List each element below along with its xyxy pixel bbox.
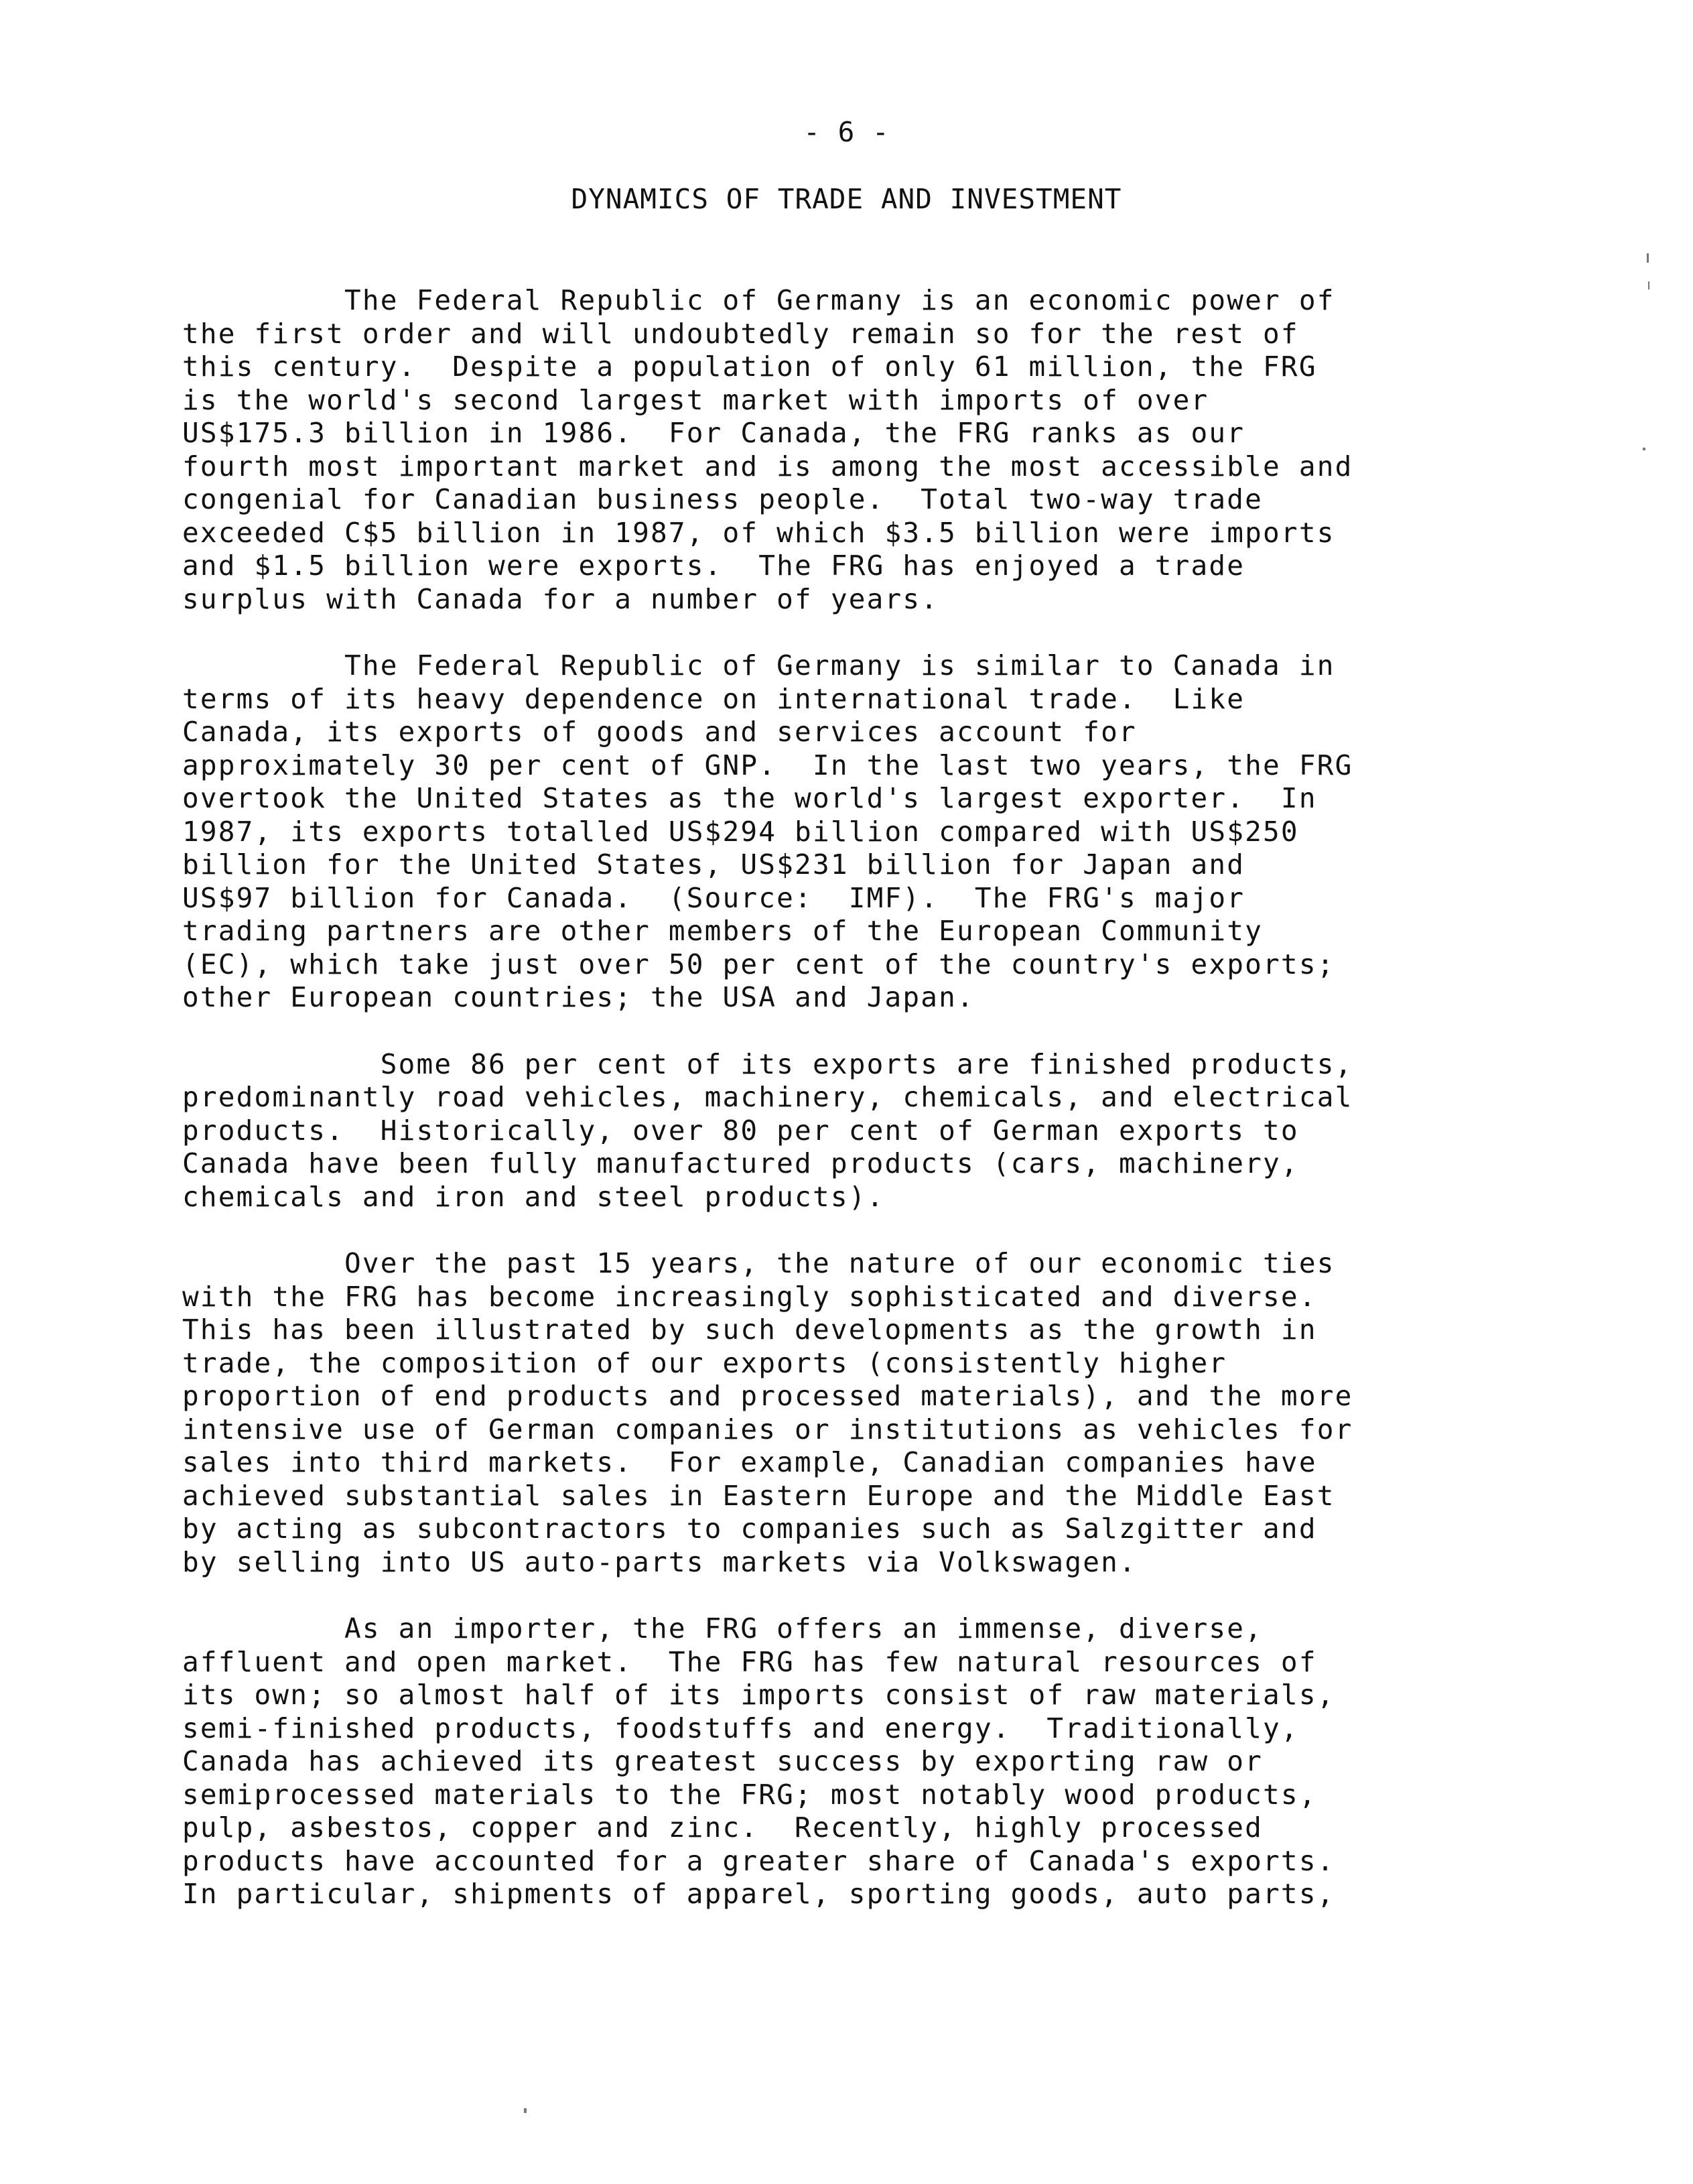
text-line: chemicals and iron and steel products).: [182, 1180, 885, 1213]
text-line: semiprocessed materials to the FRG; most notably wood products,: [182, 1778, 1317, 1811]
text-line: Canada has achieved its greatest success by exporting raw or: [182, 1745, 1264, 1777]
scan-speck: [1647, 253, 1649, 263]
text-line: billion for the United States, US$231 billion for Japan and: [182, 848, 1245, 881]
text-line: achieved substantial sales in Eastern Europe and the Middle East: [182, 1479, 1335, 1512]
text-line: In particular, shipments of apparel, sporting goods, auto parts,: [182, 1878, 1335, 1910]
text-line: and $1.5 billion were exports. The FRG has enjoyed a trade: [182, 550, 1245, 582]
text-line: congenial for Canadian business people. Total two-way trade: [182, 483, 1264, 515]
text-line: (EC), which take just over 50 per cent of the country's exports;: [182, 948, 1335, 980]
text-line: overtook the United States as the world's largest exporter. In: [182, 782, 1317, 814]
paragraph-3: [182, 1048, 1536, 1214]
text-line: intensive use of German companies or institutions as vehicles for: [182, 1413, 1353, 1446]
text-line: with the FRG has become increasingly sophisticated and diverse.: [182, 1280, 1317, 1313]
text-line: Over the past 15 years, the nature of our economic ties: [182, 1247, 1335, 1279]
paragraph-4: [182, 1247, 1536, 1579]
text-line: this century. Despite a population of only 61 million, the FRG: [182, 350, 1317, 383]
text-line: Canada, its exports of goods and services account for: [182, 716, 1137, 748]
text-line: by selling into US auto-parts markets via Volkswagen.: [182, 1545, 1137, 1578]
text-line: other European countries; the USA and Japan.: [182, 981, 975, 1013]
text-line: the first order and will undoubtedly remain so for the rest of: [182, 317, 1299, 350]
section-title: DYNAMICS OF TRADE AND INVESTMENT: [571, 183, 1122, 215]
text-line: The Federal Republic of Germany is an economic power of: [182, 284, 1335, 316]
text-line: proportion of end products and processed materials), and the more: [182, 1380, 1353, 1412]
text-line: Canada have been fully manufactured products (cars, machinery,: [182, 1147, 1299, 1179]
text-line: predominantly road vehicles, machinery, chemicals, and electrical: [182, 1081, 1353, 1113]
text-line: surplus with Canada for a number of years.: [182, 582, 939, 615]
text-line: This has been illustrated by such developments as the growth in: [182, 1313, 1317, 1346]
text-line: approximately 30 per cent of GNP. In the last two years, the FRG: [182, 749, 1353, 781]
text-line: products have accounted for a greater share of Canada's exports.: [182, 1844, 1335, 1877]
text-line: US$175.3 billion in 1986. For Canada, the FRG ranks as our: [182, 417, 1245, 449]
text-line: by acting as subcontractors to companies such as Salzgitter and: [182, 1513, 1317, 1545]
text-line: fourth most important market and is among the most accessible and: [182, 450, 1353, 483]
paragraph-1: [182, 284, 1536, 616]
text-line: pulp, asbestos, copper and zinc. Recently, highly processed: [182, 1811, 1264, 1844]
text-line: trading partners are other members of the European Community: [182, 915, 1264, 947]
text-line: affluent and open market. The FRG has few natural resources of: [182, 1645, 1317, 1678]
text-line: Some 86 per cent of its exports are finished products,: [182, 1047, 1353, 1080]
text-line: sales into third markets. For example, Canadian companies have: [182, 1446, 1317, 1478]
paragraph-5: [182, 1612, 1536, 1911]
text-line: its own; so almost half of its imports consist of raw materials,: [182, 1679, 1335, 1711]
body-text: [182, 284, 1536, 1945]
text-line: trade, the composition of our exports (consistently higher: [182, 1346, 1227, 1379]
text-line: The Federal Republic of Germany is similar to Canada in: [182, 649, 1335, 682]
text-line: products. Historically, over 80 per cent of German exports to: [182, 1114, 1299, 1147]
text-line: is the world's second largest market with imports of over: [182, 383, 1209, 416]
text-line: terms of its heavy dependence on international trade. Like: [182, 682, 1245, 715]
text-line: As an importer, the FRG offers an immense, diverse,: [182, 1612, 1264, 1645]
text-line: exceeded C$5 billion in 1987, of which $3.5 billion were imports: [182, 516, 1335, 549]
text-line: 1987, its exports totalled US$294 billion compared with US$250: [182, 815, 1299, 848]
text-line: semi-finished products, foodstuffs and energy. Traditionally,: [182, 1712, 1299, 1744]
scan-speck: [524, 2108, 527, 2113]
scan-speck: [1643, 448, 1645, 450]
text-line: US$97 billion for Canada. (Source: IMF). The FRG's major: [182, 881, 1245, 914]
scan-speck: [1648, 281, 1649, 290]
page-number: - 6 -: [803, 116, 890, 148]
paragraph-2: [182, 649, 1536, 1015]
